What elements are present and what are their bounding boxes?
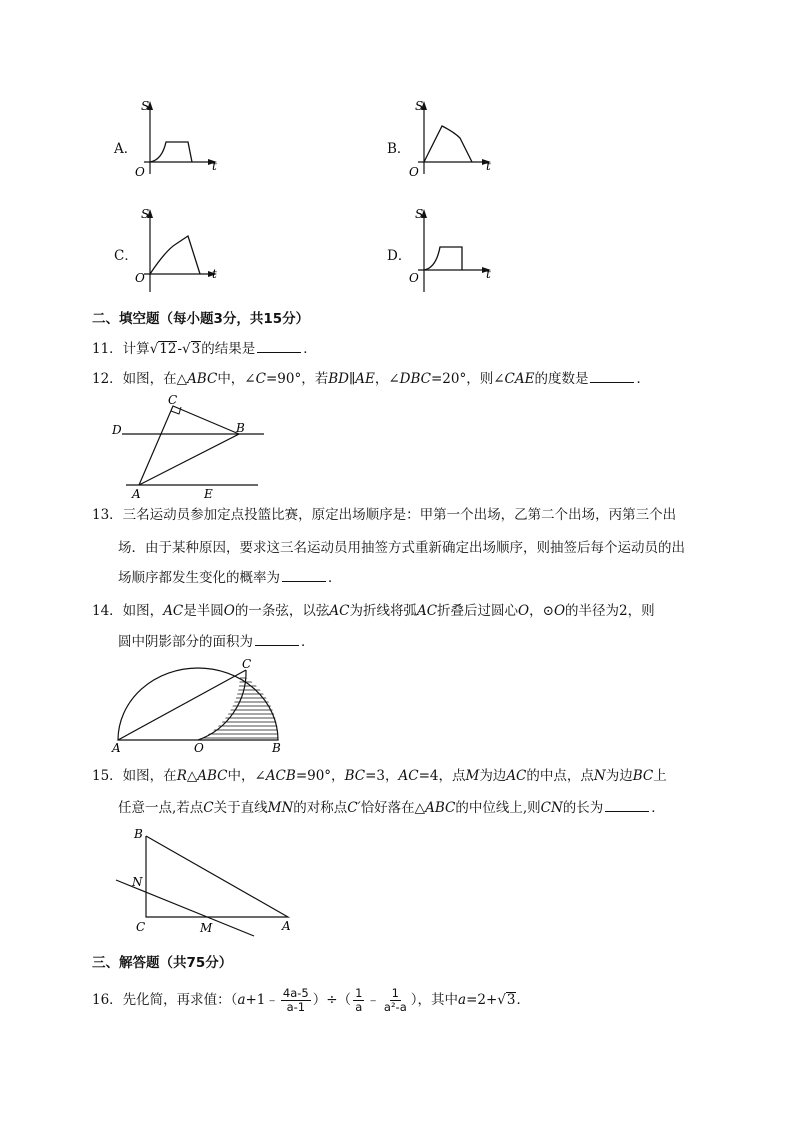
text-q12-fig-A: A <box>132 487 141 501</box>
text-q15-l2d: 恰好落在△ <box>360 800 426 816</box>
text-q11-r1: 12 <box>159 341 177 357</box>
text-q15-fig-A: A <box>282 919 291 933</box>
choice-label-d: D． <box>387 248 412 264</box>
choice-label-a: A． <box>114 141 138 157</box>
text-q15-p2: △ <box>186 768 198 784</box>
text-q15-p7: 为边 <box>479 768 507 784</box>
text-q12-bd: BD <box>328 371 349 387</box>
text-q15-acb: ACB <box>265 768 296 784</box>
question-16 <box>92 985 530 1015</box>
text-q15-fig-M: M <box>200 921 213 935</box>
text-q11-prefix: 11．计算 <box>92 341 150 357</box>
text-q15-fig-N: N <box>132 875 143 889</box>
text-q15-p10: 上 <box>653 768 667 784</box>
text-q12-mid1: 中，∠ <box>217 371 256 387</box>
text-q15-bc: BC <box>344 768 366 784</box>
question-15-line2 <box>118 798 665 818</box>
text-q15-p4: =90°， <box>295 768 345 784</box>
text-q14-fig-B: B <box>272 741 281 755</box>
text-q12-eq90: =90°，若 <box>265 371 329 387</box>
text-q12-cae: CAE <box>504 371 535 387</box>
text-q14-end: ． <box>301 634 315 650</box>
text-q16-end: ． <box>516 992 530 1008</box>
text-q14-ac2: AC <box>329 603 350 619</box>
text-q14-p6: ，⊙ <box>529 603 554 619</box>
text-q14-fig-O: O <box>194 741 204 755</box>
text-q13-end: ． <box>328 570 342 586</box>
text-q14-fig-C: C <box>242 657 252 671</box>
text-q15-l2b: 关于直线 <box>213 800 268 816</box>
text-q16-f3den: a²-a <box>383 1000 407 1014</box>
text-q12-abc: ABC <box>187 371 218 387</box>
text-q16-a2: a <box>458 992 467 1008</box>
text-q15-l2a: 任意一点,若点 <box>118 800 204 816</box>
origin: O <box>135 271 145 285</box>
text-q15-m: M <box>465 768 480 784</box>
text-q15-cp: C′ <box>347 800 361 816</box>
text-q12-fig-D: D <box>112 423 122 437</box>
text-q14-p2: 是半圆 <box>183 603 224 619</box>
axis-t: t <box>212 267 217 281</box>
text-q15-mn: MN <box>267 800 294 816</box>
text-q15-p8: 的中点，点 <box>526 768 594 784</box>
text-q16-f1den: a-1 <box>286 1000 306 1014</box>
text-q15-l2e: 的中位线上,则 <box>455 800 541 816</box>
graph-d <box>404 206 504 298</box>
answer-blank[interactable] <box>590 370 634 383</box>
text-q16-f1num: 4a-5 <box>282 986 309 1000</box>
text-q12-fig-C: C <box>168 393 178 407</box>
question-13-line3 <box>118 568 342 588</box>
text-q12-dbc: DBC <box>399 371 431 387</box>
question-14 <box>92 601 655 621</box>
text-q15-l2f: 的长为 <box>562 800 604 816</box>
text-q12-fig-E: E <box>204 487 213 501</box>
text-q16-f2num: 1 <box>355 986 363 1000</box>
text-q14-fig-A: A <box>112 741 121 755</box>
axis-s: S <box>141 207 150 221</box>
choice-label-c: C． <box>114 248 138 264</box>
fraction <box>281 987 311 1014</box>
answer-blank[interactable] <box>605 799 649 812</box>
text-q14-o3: O <box>553 603 566 619</box>
text-q12-ae: AE <box>355 371 375 387</box>
answer-blank[interactable] <box>255 633 299 646</box>
text-q11-suffix: 的结果是 <box>201 341 256 357</box>
text-q12-par: ∥ <box>348 371 356 387</box>
fraction <box>353 987 364 1014</box>
sqrt-icon: √ <box>149 341 159 357</box>
sqrt-icon: √ <box>182 341 191 357</box>
figure-q12 <box>108 393 268 501</box>
axis-s: S <box>415 99 424 113</box>
text-q15-fig-B: B <box>134 827 143 841</box>
section-title: 二、填空题（每小题3分，共15分） <box>92 311 310 327</box>
text-q16-r: 3 <box>506 992 516 1008</box>
sqrt-icon: √ <box>497 992 506 1008</box>
text-q15-fig-C: C <box>136 920 146 934</box>
text-q15-p3: 中，∠ <box>227 768 266 784</box>
text-q16-f2den: a <box>355 1000 363 1014</box>
axis-t: t <box>486 267 491 281</box>
answer-blank[interactable] <box>282 569 326 582</box>
text-q11-end: ． <box>303 341 317 357</box>
text-q15-p6: =4，点 <box>418 768 466 784</box>
figure-q14 <box>110 656 295 756</box>
text-q15-l2c: 的对称点 <box>293 800 348 816</box>
text-q15-n: N <box>593 768 606 784</box>
axis-s: S <box>415 207 424 221</box>
question-15 <box>92 766 667 786</box>
text-q14-p1: 14．如图， <box>92 603 164 619</box>
text-q11-minus: - <box>177 341 183 357</box>
fraction <box>382 987 409 1014</box>
text-q12-c: C <box>255 371 266 387</box>
text-q15-r: R <box>176 768 187 784</box>
text-q12-suffix: 的度数是 <box>534 371 589 387</box>
question-13-line1: 13．三名运动员参加定点投篮比赛，原定出场顺序是：甲第一个出场，乙第二个出场，丙第三个出 <box>92 507 677 523</box>
text-q14-p4: 为折线将弧 <box>349 603 417 619</box>
question-14-line2 <box>118 632 315 652</box>
text-q15-abc2: ABC <box>425 800 456 816</box>
text-q14-ac3: AC <box>416 603 438 619</box>
origin: O <box>409 271 419 285</box>
axis-s: S <box>141 99 150 113</box>
text-q16-eq: =2+ <box>466 992 498 1008</box>
text-q12-prefix: 12．如图，在△ <box>92 371 188 387</box>
text-q15-cn: CN <box>540 800 563 816</box>
text-q16-div: ）÷（ <box>312 992 352 1008</box>
text-q16-minus: ﹣ <box>366 992 380 1008</box>
text-q14-p5: 折叠后过圆心 <box>437 603 519 619</box>
text-q15-end: ． <box>651 800 665 816</box>
graph-a <box>130 98 230 180</box>
text-q16-close: ），其中 <box>410 992 458 1008</box>
text-q14-ac: AC <box>163 603 184 619</box>
text-q11-r2: 3 <box>191 341 201 357</box>
axis-t: t <box>212 159 217 173</box>
question-11 <box>92 339 317 359</box>
section-title: 三、解答题（共75分） <box>92 955 233 971</box>
question-12 <box>92 369 650 389</box>
text-q15-p5: =3， <box>365 768 399 784</box>
text-q16-f3num: 1 <box>391 986 399 1000</box>
graph-c <box>130 206 230 298</box>
origin: O <box>409 165 419 179</box>
graph-b <box>404 98 504 180</box>
text-q15-ac: AC <box>398 768 419 784</box>
text-q14-o2: O <box>518 603 530 619</box>
text-q15-p1: 15．如图，在 <box>92 768 177 784</box>
question-13-line2: 场．由于某种原因，要求这三名运动员用抽签方式重新确定出场顺序，则抽签后每个运动员的出 <box>118 540 685 556</box>
text-q14-line2: 圆中阴影部分的面积为 <box>118 634 253 650</box>
text-q14-p3: 的一条弦，以弦 <box>234 603 330 619</box>
choice-label-b: B． <box>387 141 411 157</box>
text-q14-p7: 的半径为2，则 <box>565 603 655 619</box>
text-q16-a1: a <box>237 992 246 1008</box>
text-q15-p9: 为边 <box>605 768 633 784</box>
text-q12-fig-B: B <box>236 421 245 435</box>
text-q16-prefix: 16．先化简，再求值：（ <box>92 992 238 1008</box>
text-q12-mid2: ，∠ <box>374 371 400 387</box>
text-q15-bc2: BC <box>632 768 654 784</box>
text-q15-ac2: AC <box>506 768 527 784</box>
text-q15-abc: ABC <box>197 768 228 784</box>
text-q16-plus1: +1﹣ <box>245 992 279 1008</box>
text-q14-o: O <box>223 603 235 619</box>
text-q13-line3: 场顺序都发生变化的概率为 <box>118 570 280 586</box>
origin: O <box>135 165 145 179</box>
text-q15-c: C <box>203 800 214 816</box>
axis-t: t <box>486 159 491 173</box>
figure-q15 <box>108 826 298 936</box>
text-q12-end: ． <box>636 371 650 387</box>
answer-blank[interactable] <box>257 340 301 353</box>
text-q12-eq20: =20°，则∠ <box>430 371 505 387</box>
